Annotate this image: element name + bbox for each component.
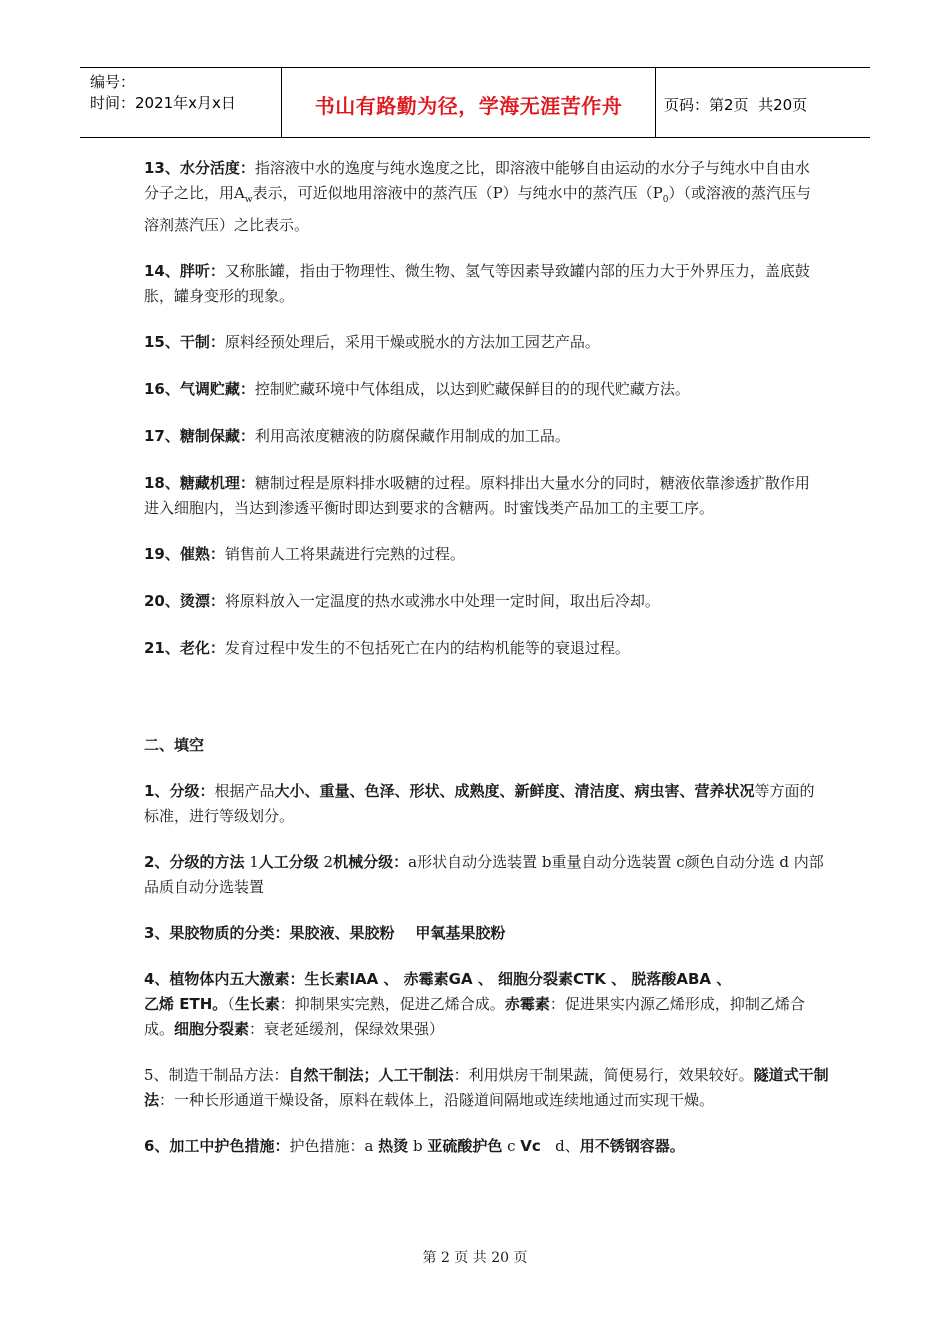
term-title: 水分活度： (179, 159, 255, 177)
document-date: 时间：2021年x月x日 (90, 94, 236, 112)
page-footer: 第 2 页 共 20 页 (422, 1250, 528, 1266)
term-16: 16、气调贮藏：控制贮藏环境中气体组成，以达到贮藏保鲜目的的现代贮藏方法。 (144, 380, 690, 398)
term-title: 干制： (179, 333, 225, 351)
page-header (80, 67, 870, 138)
subscript-w: w (244, 195, 253, 205)
term-text: 发育过程中发生的不包括死亡在内的结构机能等的衰退过程。 (224, 639, 630, 657)
section-title: 二、填空 (144, 736, 205, 754)
fill-6: 6、加工中护色措施：护色措施：a 热烫 b 亚硫酸护色 c Vc d、用不锈钢容器。 (144, 1137, 685, 1155)
term-13 (144, 156, 824, 238)
fill-3: 3、果胶物质的分类：果胶液、果胶粉 甲氧基果胶粉 (144, 924, 506, 942)
term-title: 糖藏机理： (179, 474, 255, 492)
header-motto: 书山有路勤为径，学海无涯苦作舟 (282, 68, 656, 137)
term-title: 糖制保藏： (179, 427, 255, 445)
term-14: 14、胖听：又称胀罐，指由于物理性、微生物、氢气等因素导致罐内部的压力大于外界压力，盖底鼓胀，罐身变形的现象。 (144, 262, 810, 305)
header-meta (80, 68, 282, 137)
term-15: 15、干制：原料经预处理后，采用干燥或脱水的方法加工园艺产品。 (144, 333, 600, 351)
term-text: 利用高浓度糖液的防腐保藏作用制成的加工品。 (254, 427, 570, 445)
term-title: 气调贮藏： (179, 380, 255, 398)
term-text: 又称胀罐，指由于物理性、微生物、氢气等因素导致罐内部的压力大于外界压力，盖底鼓胀，罐身变形的现象。 (144, 262, 810, 305)
document-number-label: 编号： (90, 73, 136, 91)
term-text: 将原料放入一定温度的热水或沸水中处理一定时间，取出后冷却。 (224, 592, 660, 610)
term-text: 表示，可近似地用溶液中的蒸汽压（P）与纯水中的蒸汽压（P (252, 184, 663, 202)
fill-1: 1、分级：根据产品大小、重量、色泽、形状、成熟度、新鲜度、清洁度、病虫害、营养状况等方面的标准，进行等级划分。 (144, 782, 815, 825)
fill-4: 4、植物体内五大激素：生长素IAA 、 赤霉素GA 、 细胞分裂素CTK 、 脱落酸ABA 、 乙烯 ETH。（生长素：抑制果实完熟，促进乙烯合成。赤霉素：促进果实内源乙烯形成，抑制乙烯合成。细胞分裂素：衰老延缓剂，保绿效果强） (144, 970, 805, 1038)
term-text: 指溶液中水的逸度与纯水逸度之比，即溶液中能够自由运动的水分子与纯水中自由水分子之比，用A (144, 159, 810, 202)
term-text: 原料经预处理后，采用干燥或脱水的方法加工园艺产品。 (224, 333, 600, 351)
term-number: 13、 (144, 159, 180, 177)
term-20: 20、烫漂：将原料放入一定温度的热水或沸水中处理一定时间，取出后冷却。 (144, 592, 660, 610)
term-title: 胖听： (179, 262, 225, 280)
term-18: 18、糖藏机理：糖制过程是原料排水吸糖的过程。原料排出大量水分的同时，糖液依靠渗透扩散作用进入细胞内，当达到渗透平衡时即达到要求的含糖两。时蜜饯类产品加工的主要工序。 (144, 474, 810, 517)
term-text: 控制贮藏环境中气体组成，以达到贮藏保鲜目的的现代贮藏方法。 (254, 380, 690, 398)
fill-5: 5、制造干制品方法：自然干制法；人工干制法：利用烘房干制果蔬，简便易行，效果较好。隧道式干制法：一种长形通道干燥设备，原料在载体上，沿隧道间隔地或连续地通过而实现干燥。 (144, 1066, 829, 1109)
document-body (144, 156, 829, 1159)
term-text: 糖制过程是原料排水吸糖的过程。原料排出大量水分的同时，糖液依靠渗透扩散作用进入细胞内，当达到渗透平衡时即达到要求的含糖两。时蜜饯类产品加工的主要工序。 (144, 474, 810, 517)
term-text: ）（或溶液的蒸汽压与溶剂蒸汽压）之比表示。 (144, 184, 812, 234)
header-page-info: 页码：第2页 共20页 (664, 96, 808, 114)
fill-2: 2、分级的方法 1人工分级 2机械分级：a形状自动分选装置 b重量自动分选装置 c颜色自动分选 d 内部品质自动分选装置 (144, 853, 824, 896)
term-17: 17、糖制保藏：利用高浓度糖液的防腐保藏作用制成的加工品。 (144, 427, 570, 445)
term-title: 催熟： (179, 545, 225, 563)
term-21: 21、老化：发育过程中发生的不包括死亡在内的结构机能等的衰退过程。 (144, 639, 630, 657)
term-title: 老化： (179, 639, 225, 657)
term-19: 19、催熟：销售前人工将果蔬进行完熟的过程。 (144, 545, 465, 563)
term-title: 烫漂： (179, 592, 225, 610)
subscript-0: 0 (662, 195, 669, 205)
term-text: 销售前人工将果蔬进行完熟的过程。 (224, 545, 465, 563)
